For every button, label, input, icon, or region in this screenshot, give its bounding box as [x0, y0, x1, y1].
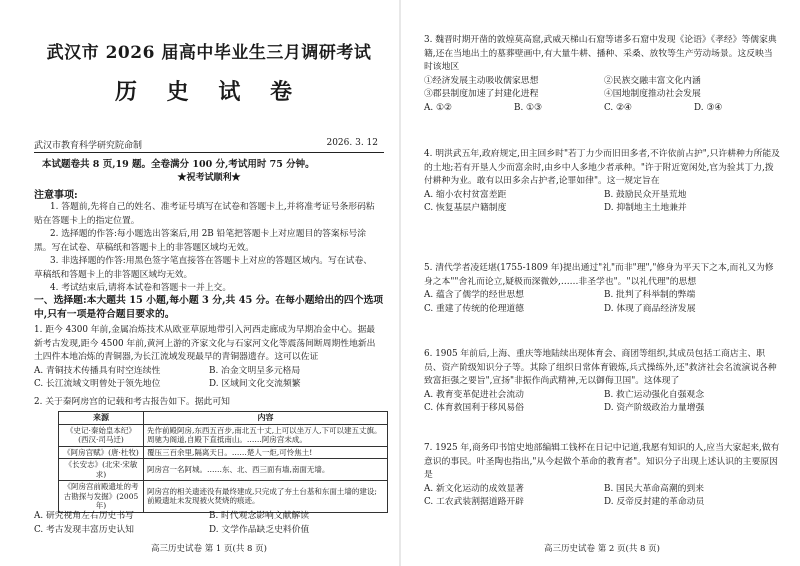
option-a: A. 缩小农村贫富差距: [424, 189, 507, 200]
table-row: 《史记·秦始皇本纪》(西汉·司马迁) 先作前殿阿房,东西五百步,南北五十丈,上可以坐万人,下可以建五丈旗。周驰为阁道,自殿下直抵南山。……阿房宫未成。: [59, 424, 388, 446]
exam-page-2: [402, 0, 800, 566]
option-b: B. 冶金文明呈多元格局: [209, 365, 301, 376]
question-1: [34, 324, 380, 392]
question-stem: 5. 清代学者凌廷堪(1755-1809 年)提出通过"礼"而非"理","修身为平天下之本,而礼又为修身之本""舍礼而论立,疑极而深微妙,……非圣学也"。"以礼代理"的思想: [424, 263, 774, 287]
note-item: 4. 考试结束后,请将本试卷和答题卡一并上交。: [50, 283, 232, 293]
option-c: C. 体育救国利于移风易俗: [424, 403, 524, 414]
option-a: A. 青铜技术传播具有时空连续性: [34, 365, 161, 376]
option-b: B. 时代观念影响文献解读: [209, 511, 310, 521]
option-a: A. ①②: [424, 102, 452, 113]
question-3: [424, 34, 780, 116]
option-a: A. 蕴含了儒学的经世思想: [424, 290, 524, 301]
question-2: [34, 396, 380, 410]
option-d: D. 抑制地主土地兼并: [604, 203, 687, 214]
exam-title: 武汉市 2026 届高中毕业生三月调研考试: [46, 43, 372, 63]
exam-header: [34, 138, 384, 153]
table-row: 《阿房宫前殿遗址的考古勘探与发掘》(2005 年) 阿房宫的相关遗迹没有最终建成,只完成了夯土台基和东面土墙的建设;前殿遗址未发现被火焚烧的痕迹。: [59, 481, 388, 513]
option-d: D. 体现了商品经济发展: [604, 303, 696, 314]
note-item: 2. 选择题的作答:每小题选出答案后,用 2B 铅笔把答题卡上对应题目的答案标号涂黑。写在试卷、草稿纸和答题卡上的非答题区域均无效。: [34, 229, 367, 253]
author-label: 武汉市教育科学研究院命制: [34, 141, 143, 151]
option-c: C. 长江流域文明曾处于领先地位: [34, 379, 161, 390]
question-6: [424, 348, 780, 416]
statement-1: ①经济发展主动吸收儒家思想: [424, 75, 539, 86]
exam-intro: 本试题卷共 8 页,19 题。全卷满分 100 分,考试用时 75 分钟。: [42, 159, 315, 170]
question-stem: 4. 明洪武五年,政府规定,田主回乡时"若丁力少而旧田多者,不许依前占护",只许耕种力所能及的土地;若有开垦人少而富余时,由乡中人多地少者承种。"许于附近宽闲处,官为验其丁力,拨付耕种为业。敢有以田多余占护者,论罪如律"。这一规定旨在: [424, 149, 780, 187]
source-table: [58, 411, 388, 513]
good-luck-text: ★祝考试顺利★: [177, 173, 241, 183]
exam-page-1: [0, 0, 398, 566]
option-b: B. 国民大革命高潮的到来: [604, 483, 705, 494]
option-a: A. 教育变革促进社会流动: [424, 389, 524, 400]
section-heading: 一、选择题:本大题共 15 小题,每小题 3 分,共 45 分。在每小题给出的四个选项中,只有一项是符合题目要求的。: [34, 295, 384, 320]
question-stem: 7. 1925 年,商务印书馆史地部编辑工钱杯在日记中记道,我愿有知识的人,应当大家起来,做有意识的事民。叶圣陶也指出,"从今起做个革命的教育者"。知识分子出现上述认识的主要原因是: [424, 443, 780, 481]
statement-4: ④国地制度推动社会发展: [604, 89, 701, 100]
notes-list: [34, 201, 380, 296]
table-header: 来源: [59, 412, 144, 425]
option-b: B. 鼓励民众开垦荒地: [604, 189, 687, 200]
option-d: D. 反帝反封建的革命动员: [604, 497, 705, 508]
option-b: B. 救亡运动强化自强观念: [604, 389, 705, 400]
statement-3: ③郡县制度加速了封建化进程: [424, 89, 539, 100]
question-7: [424, 442, 780, 510]
question-4: [424, 148, 780, 216]
option-d: D. 资产阶级政治力量增强: [604, 403, 705, 414]
option-a: A. 新文化运动的成效显著: [424, 483, 524, 494]
option-d: D. 区域间文化交流频繁: [209, 379, 301, 390]
table-row: 《长安志》(北宋·宋敏求) 阿房宫一名阿城。……东、北、西三面有墙,南面无墙。: [59, 459, 388, 481]
option-b: B. ①③: [514, 102, 542, 113]
option-c: C. ②④: [604, 102, 632, 113]
option-c: C. 考古发现丰富历史认知: [34, 524, 134, 535]
notes-heading: 注意事项:: [34, 190, 78, 201]
statement-2: ②民族交融丰富文化内涵: [604, 75, 701, 86]
option-c: C. 工农武装割据道路开辟: [424, 497, 524, 508]
page-fold: [399, 0, 401, 566]
table-header: 内容: [144, 412, 388, 425]
option-b: B. 批判了科举制的弊端: [604, 290, 696, 301]
table-row: 《阿房宫赋》(唐·杜牧) 覆压三百余里,隔离天日。……楚人一炬,可怜焦土!: [59, 446, 388, 459]
exam-date: 2026. 3. 12: [326, 138, 378, 148]
option-c: C. 恢复基层户籍制度: [424, 203, 507, 214]
option-d: D. ③④: [694, 102, 723, 113]
option-c: C. 重建了传统的伦理道德: [424, 303, 524, 314]
question-5: [424, 262, 780, 316]
option-d: D. 文学作品缺乏史料价值: [209, 524, 310, 535]
question-stem: 3. 魏晋时期开凿的敦煌莫高窟,武威天梯山石窟等诸多石窟中发现《论语》《孝经》等儒家典籍,还在当地出土的墓葬壁画中,有大量牛耕、播种、采桑、放牧等生产劳动场景。这反映当时该地区: [424, 35, 777, 73]
question-stem: 6. 1905 年前后,上海、重庆等地陆续出现体育会、商团等组织,其成员包括工商店主、职员、资产阶级知识分子等。其除了组织日常体育锻炼,兵式操练外,还"救济社会名流演说各种致富拒强之要旨",宣扬"非振作尚武精神,无以御侮卫国"。这体现了: [424, 349, 777, 387]
page-footer: 高三历史试卷 第 2 页(共 8 页): [544, 544, 660, 554]
exam-subject: 历 史 试 卷: [115, 79, 303, 105]
note-item: 1. 答题前,先将自己的姓名、准考证号填写在试卷和答题卡上,并将准考证号条形码粘贴在答题卡上的指定位置。: [34, 202, 375, 226]
note-item: 3. 非选择题的作答:用黑色签字笔直接答在答题卡上对应的答题区域内。写在试卷、草稿纸和答题卡上的非答题区域均无效。: [34, 256, 373, 280]
page-footer: 高三历史试卷 第 1 页(共 8 页): [151, 544, 267, 554]
question-2-options: [34, 510, 380, 537]
option-a: A. 研究视角左右历史书写: [34, 511, 134, 521]
question-stem: 1. 距今 4300 年前,金属冶炼技术从欧亚草原地带引入河西走廊成为早期冶金中心。据最新考古发现,距今 4500 年前,黄河上游的齐家文化与石家河文化等震荡间断周期性地新出土四件本地冶炼的青铜器,为长江流域发现最早的青铜器遗存。这可以佐证: [34, 325, 376, 363]
question-stem: 2. 关于秦阿房宫的记载和考古报告如下。据此可知: [34, 397, 230, 407]
